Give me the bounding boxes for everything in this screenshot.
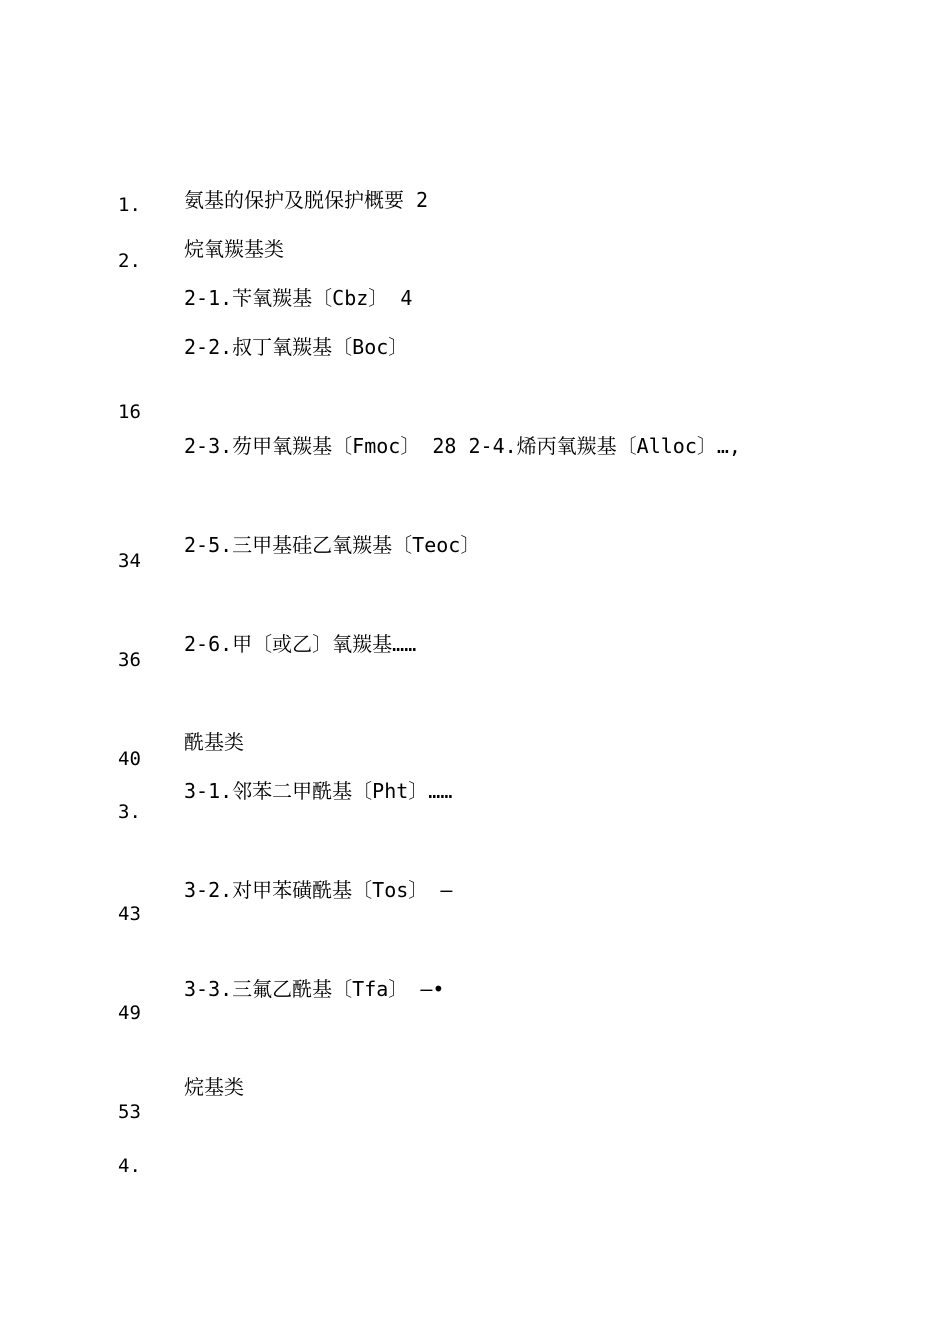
toc-entry: 3-2.对甲苯磺酰基〔Tos〕 — (184, 878, 453, 902)
section-number: 1. (118, 194, 141, 216)
page-number: 53 (118, 1101, 141, 1123)
page-number: 16 (118, 401, 141, 423)
toc-entry: 3-1.邻苯二甲酰基〔Pht〕…… (184, 779, 453, 803)
section-number: 3. (118, 801, 141, 823)
toc-entry: 烷基类 (184, 1075, 244, 1099)
toc-entry: 2-5.三甲基硅乙氧羰基〔Teoc〕 (184, 533, 481, 557)
toc-entry: 酰基类 (184, 730, 244, 754)
section-number: 4. (118, 1155, 141, 1177)
toc-entry: 2-6.甲〔或乙〕氧羰基…… (184, 632, 417, 656)
toc-entry: 2-3.芴甲氧羰基〔Fmoc〕 28 2-4.烯丙氧羰基〔Alloc〕…, (184, 434, 741, 458)
page-number: 49 (118, 1002, 141, 1024)
page-number: 36 (118, 649, 141, 671)
toc-entry: 3-3.三氟乙酰基〔Tfa〕 —• (184, 977, 445, 1001)
section-number: 2. (118, 250, 141, 272)
toc-entry: 2-1.苄氧羰基〔Cbz〕 4 (184, 286, 413, 310)
toc-entry: 烷氧羰基类 (184, 237, 284, 261)
page-number: 34 (118, 550, 141, 572)
toc-entry: 2-2.叔丁氧羰基〔Boc〕 (184, 335, 409, 359)
page-number: 40 (118, 748, 141, 770)
page-number: 43 (118, 903, 141, 925)
toc-entry: 氨基的保护及脱保护概要 2 (184, 188, 429, 212)
